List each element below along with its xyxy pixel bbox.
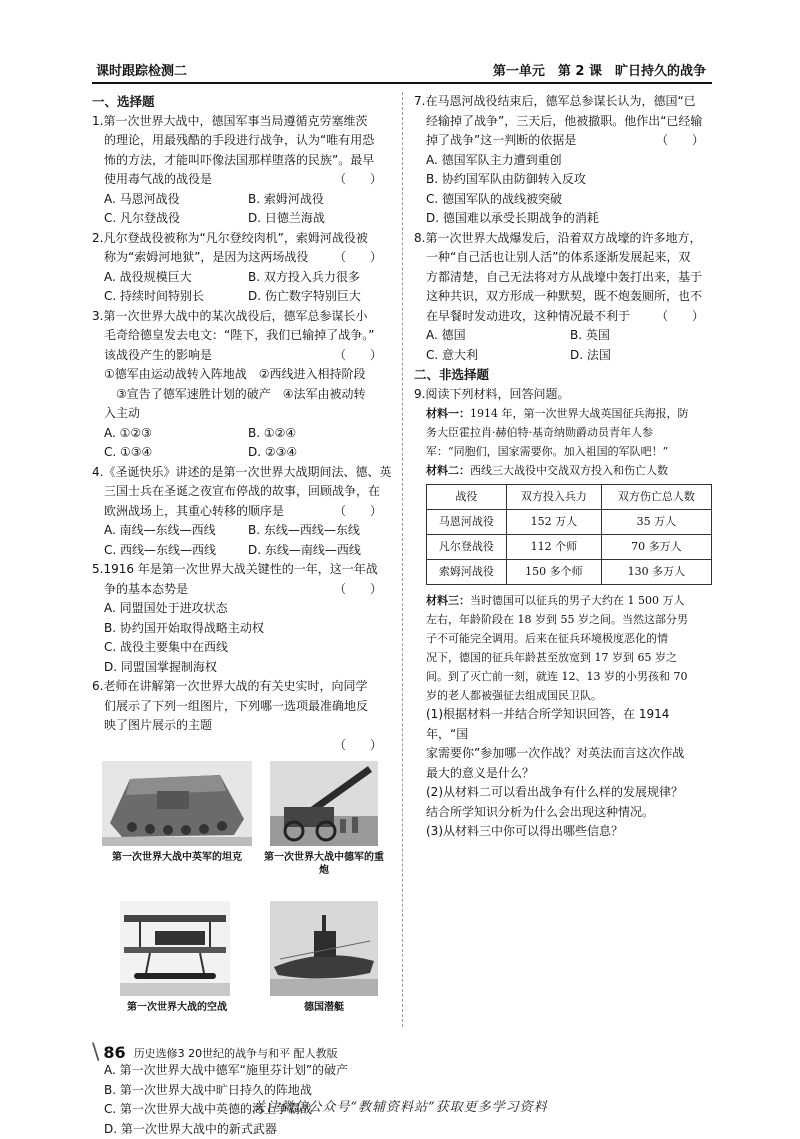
q8-option-d[interactable]: D. 法国 — [570, 346, 714, 366]
question-1 — [92, 112, 392, 229]
question-7 — [414, 92, 714, 229]
question-4 — [92, 463, 392, 561]
section-nonchoice-heading: 二、非选择题 — [414, 365, 714, 385]
q4-option-a[interactable]: A. 南线—东线—西线 — [104, 521, 248, 541]
question-8 — [414, 229, 714, 366]
q8-line: 一种“自己活也让别人活”的体系逐渐发展起来，双 — [414, 248, 714, 268]
q5-option-a[interactable]: A. 同盟国处于进攻状态 — [92, 599, 392, 619]
column-divider — [402, 92, 403, 1027]
answer-blank[interactable]: （ ） — [334, 170, 382, 190]
q8-option-c[interactable]: C. 意大利 — [426, 346, 570, 366]
q7-option-d[interactable]: D. 德国难以承受长期战争的消耗 — [414, 209, 714, 229]
q2-option-d[interactable]: D. 伤亡数字特别巨大 — [248, 287, 392, 307]
cannon-image — [270, 761, 378, 846]
q8-option-b[interactable]: B. 英国 — [570, 326, 714, 346]
q5-option-b[interactable]: B. 协约国开始取得战略主动权 — [92, 619, 392, 639]
q8-line: 方都清楚，自己无法将对方从战壕中轰打出来，基于 — [414, 268, 714, 288]
question-9 — [414, 385, 714, 842]
question-6 — [92, 677, 392, 1139]
q6-answer-line — [92, 736, 392, 756]
q8-option-a[interactable]: A. 德国 — [426, 326, 570, 346]
table-cell: 152 万人 — [506, 510, 601, 535]
material-1-line: 军：“同胞们，国家需要你。加入祖国的军队吧！” — [426, 442, 714, 461]
q9-sub-question: (2)从材料二可以看出战争有什么样的发展规律？ — [414, 783, 714, 803]
material-3-label: 材料三： — [426, 594, 470, 607]
q2-option-a[interactable]: A. 战役规模巨大 — [104, 268, 248, 288]
q2-option-c[interactable]: C. 持续时间特别长 — [104, 287, 248, 307]
answer-blank[interactable]: （ ） — [334, 580, 382, 600]
material-3-line: 间。到了灭亡前一刻，就连 12、13 岁的小男孩和 70 — [426, 667, 714, 686]
header-left-title: 课时跟踪检测二 — [96, 60, 187, 79]
table-cell: 70 多万人 — [601, 535, 711, 560]
tank-image — [102, 761, 252, 846]
q1-option-b[interactable]: B. 索姆河战役 — [248, 190, 392, 210]
q7-option-a[interactable]: A. 德国军队主力遭到重创 — [414, 151, 714, 171]
q4-line: 三国士兵在圣诞之夜宣布停战的故事，回顾战争，在 — [92, 482, 392, 502]
q6-option-b[interactable]: B. 第一次世界大战中旷日持久的阵地战 — [92, 1081, 392, 1101]
section-choice-heading: 一、选择题 — [92, 92, 392, 112]
submarine-image — [270, 901, 378, 996]
table-cell: 凡尔登战役 — [427, 535, 507, 560]
q9-sub-question: 结合所学知识分析为什么会出现这种情况。 — [414, 803, 714, 823]
q5-line: 5.1916 年是第一次世界大战关键性的一年，这一年战 — [92, 560, 392, 580]
material-2-label: 材料二： — [426, 464, 470, 477]
plane-image — [120, 901, 230, 996]
answer-blank[interactable]: （ ） — [334, 248, 382, 268]
table-cell: 112 个师 — [506, 535, 601, 560]
q6-option-d[interactable]: D. 第一次世界大战中的新式武器 — [92, 1120, 392, 1139]
material-3-line: 况下，德国的征兵年龄甚至放宽到 17 岁到 65 岁之 — [426, 648, 714, 667]
q6-option-a[interactable]: A. 第一次世界大战中德军“施里芬计划”的破产 — [92, 1061, 392, 1081]
q1-line: 使用毒气战的战役是 （ ） — [92, 170, 392, 190]
material-3-line: 岁的老人都被强征去组成国民卫队。 — [426, 686, 714, 705]
caption-cannon: 第一次世界大战中德军的重炮 — [264, 851, 384, 877]
caption-plane: 第一次世界大战的空战 — [102, 1001, 252, 1014]
q9-sub-question: (1)根据材料一并结合所学知识回答，在 1914 年，“国 — [414, 705, 714, 744]
q6-option-c[interactable]: C. 第一次世界大战中英德的海上争霸战 — [92, 1100, 392, 1120]
q3-item: ①德军由运动战转入阵地战 ②西线进入相持阶段 — [92, 365, 392, 385]
q7-line: 掉了战争”这一判断的依据是 （ ） — [414, 131, 714, 151]
answer-blank[interactable]: （ ） — [334, 346, 382, 366]
table-header: 双方投入兵力 — [506, 485, 601, 510]
material-3-line: 子不可能完全调用。后来在征兵环境极度恶化的情 — [426, 629, 714, 648]
q1-line: 1.第一次世界大战中，德国军事当局遵循克劳塞维茨 — [92, 112, 392, 132]
q6-line: 映了图片展示的主题 — [92, 716, 392, 736]
right-column — [414, 92, 714, 842]
answer-blank[interactable]: （ ） — [656, 307, 704, 327]
answer-blank[interactable]: （ ） — [656, 131, 704, 151]
q4-option-b[interactable]: B. 东线—西线—东线 — [248, 521, 392, 541]
question-2 — [92, 229, 392, 307]
q7-option-b[interactable]: B. 协约国军队由防御转入反攻 — [414, 170, 714, 190]
q5-line: 争的基本态势是 （ ） — [92, 580, 392, 600]
answer-blank[interactable]: （ ） — [334, 738, 382, 752]
q5-option-d[interactable]: D. 同盟国掌握制海权 — [92, 658, 392, 678]
caption-submarine: 德国潜艇 — [270, 1001, 378, 1014]
q3-item: ③宣告了德军速胜计划的破产 ④法军由被动转 — [92, 385, 392, 405]
page-number: 86 — [103, 1043, 125, 1062]
q1-line: 的理论，用最残酷的手段进行战争，认为“唯有用恐 — [92, 131, 392, 151]
q6-line: 6.老师在讲解第一次世界大战的有关史实时，向同学 — [92, 677, 392, 697]
table-row — [427, 535, 712, 560]
q2-line: 2.凡尔登战役被称为“凡尔登绞肉机”，索姆河战役被 — [92, 229, 392, 249]
q2-option-b[interactable]: B. 双方投入兵力很多 — [248, 268, 392, 288]
table-cell: 150 多个师 — [506, 560, 601, 585]
q9-sub-question: 家需要你”参加哪一次作战？对英法而言这次作战 — [414, 744, 714, 764]
header-rule — [92, 82, 712, 84]
q1-line: 怖的方法，才能叫吓像法国那样堕落的民族”。最早 — [92, 151, 392, 171]
material-2-title: 西线三大战役中交战双方投入和伤亡人数 — [470, 464, 668, 477]
battle-table — [426, 484, 712, 585]
material-3-line: 左右，年龄阶段在 18 岁到 55 岁之间。当然这部分男 — [426, 610, 714, 629]
table-cell: 马恩河战役 — [427, 510, 507, 535]
q3-item: 入主动 — [92, 404, 392, 424]
left-column — [92, 92, 392, 1139]
q9-sub-question: 最大的意义是什么？ — [414, 764, 714, 784]
q1-option-d[interactable]: D. 日德兰海战 — [248, 209, 392, 229]
q3-line: 该战役产生的影响是 （ ） — [92, 346, 392, 366]
material-3: 材料三：当时德国可以征兵的男子大约在 1 500 万人 左右，年龄阶段在 18 岁到 55 岁之间。当然这部分男 子不可能完全调用。后来在征兵环境极度恶化的情 况下，德国的征兵年龄甚至放宽到 17 岁到 65 岁之 间。到了灭亡前一刻，就连 12、13 岁的小男孩和 70 岁的老人都被强征去组成国民卫队。 — [414, 591, 714, 705]
material-1-line: 务大臣霍拉肖·赫伯特·基奇纳勋爵动员青年人参 — [426, 423, 714, 442]
q4-line: 欧洲战场上，其重心转移的顺序是 （ ） — [92, 502, 392, 522]
q8-line: 这种共识，双方形成一种默契，既不炮轰厕所，也不 — [414, 287, 714, 307]
question-3 — [92, 307, 392, 463]
q4-option-c[interactable]: C. 西线—东线—西线 — [104, 541, 248, 561]
table-cell: 130 多万人 — [601, 560, 711, 585]
q4-option-d[interactable]: D. 东线—南线—西线 — [248, 541, 392, 561]
caption-tank: 第一次世界大战中英军的坦克 — [92, 851, 262, 864]
q4-line: 4.《圣诞快乐》讲述的是第一次世界大战期间法、德、英 — [92, 463, 392, 483]
q6-image-grid — [92, 761, 392, 1061]
q3-option-c[interactable]: C. ①③④ — [104, 443, 248, 463]
q9-sub-question: (3)从材料三中你可以得出哪些信息？ — [414, 822, 714, 842]
material-1: 材料一：1914 年，第一次世界大战英国征兵海报，防 务大臣霍拉肖·赫伯特·基奇纳勋爵动员青年人参 军：“同胞们，国家需要你。加入祖国的军队吧！” 材料二：西线三大战役中交战双方投入和伤亡人数 — [414, 404, 714, 480]
handwritten-watermark: 关注微信公众号“教辅资料站”获取更多学习资料 — [0, 1096, 800, 1115]
q9-intro: 9.阅读下列材料，回答问题。 — [414, 385, 714, 405]
q8-line: 8.第一次世界大战爆发后，沿着双方战壕的许多地方， — [414, 229, 714, 249]
q7-line: 经输掉了战争”，三天后，他被撤职。他作出“已经输 — [414, 112, 714, 132]
q3-option-b[interactable]: B. ①②④ — [248, 424, 392, 444]
q3-option-d[interactable]: D. ②③④ — [248, 443, 392, 463]
q6-line: 们展示了下列一组图片，下列哪一选项最准确地反 — [92, 697, 392, 717]
table-cell: 35 万人 — [601, 510, 711, 535]
table-header: 战役 — [427, 485, 507, 510]
header-right-title: 第一单元 第 2 课 旷日持久的战争 — [493, 60, 706, 79]
answer-blank[interactable]: （ ） — [334, 502, 382, 522]
q3-line: 毛奇给德皇发去电文：“陛下，我们已输掉了战争。” — [92, 326, 392, 346]
footer-book-title: 历史选修3 20世纪的战争与和平 配人教版 — [134, 1045, 338, 1061]
table-row — [427, 510, 712, 535]
q5-option-c[interactable]: C. 战役主要集中在西线 — [92, 638, 392, 658]
question-5 — [92, 560, 392, 677]
footer-slash-mark: \ — [92, 1040, 99, 1065]
q3-option-a[interactable]: A. ①②③ — [104, 424, 248, 444]
table-header: 双方伤亡总人数 — [601, 485, 711, 510]
q1-option-c[interactable]: C. 凡尔登战役 — [104, 209, 248, 229]
q7-line: 7.在马恩河战役结束后，德军总参谋长认为，德国“已 — [414, 92, 714, 112]
q2-line: 称为“索姆河地狱”，是因为这两场战役 （ ） — [92, 248, 392, 268]
q8-line: 在早餐时发动进攻，这种情况最不利于 （ ） — [414, 307, 714, 327]
q3-line: 3.第一次世界大战中的某次战役后，德军总参谋长小 — [92, 307, 392, 327]
q7-option-c[interactable]: C. 德国军队的战线被突破 — [414, 190, 714, 210]
page-footer — [92, 1040, 338, 1065]
table-cell: 索姆河战役 — [427, 560, 507, 585]
q1-option-a[interactable]: A. 马恩河战役 — [104, 190, 248, 210]
table-row — [427, 560, 712, 585]
material-1-label: 材料一： — [426, 407, 470, 420]
